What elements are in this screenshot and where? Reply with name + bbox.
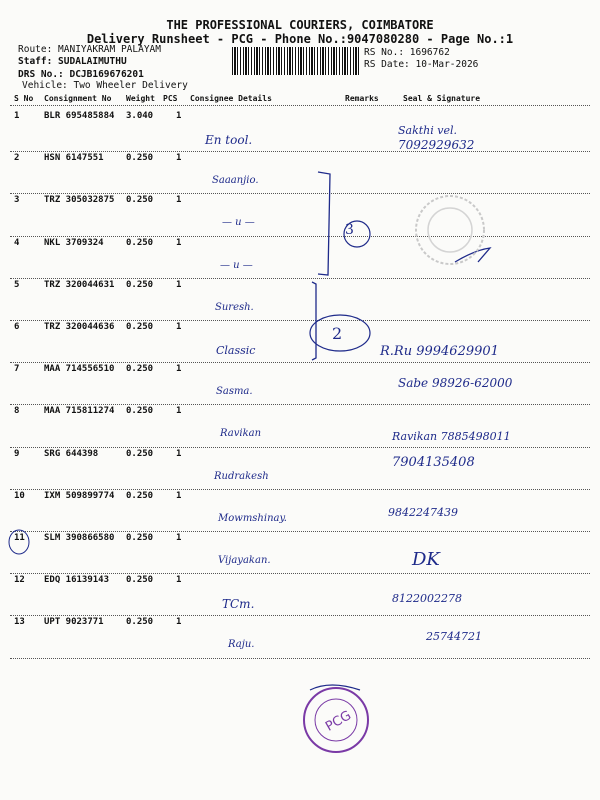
- handwritten-consignee: Raju.: [228, 639, 255, 651]
- row-weight: 0.250: [126, 533, 154, 543]
- bracket-count-2: 2: [332, 324, 343, 343]
- pcg-stamp-text: PCG: [323, 708, 354, 735]
- row-consignment: TRZ 305032875: [44, 195, 115, 206]
- circle-count-2: [310, 315, 370, 351]
- handwritten-signature: Ravikan 7885498011: [392, 430, 511, 443]
- row-weight: 0.250: [126, 153, 154, 164]
- row-weight: 0.250: [126, 406, 154, 417]
- row-sno: 9: [14, 448, 20, 459]
- runsheet-subtitle: Delivery Runsheet - PCG - Phone No.:9047080280 - Page No.:1: [86, 32, 514, 46]
- row-pcs: 1: [176, 279, 182, 290]
- row-consignment: NKL 3709324: [44, 237, 104, 248]
- row-sno: 4: [14, 237, 20, 248]
- handwritten-signature: 25744721: [426, 630, 482, 643]
- handwritten-signature: 7092929632: [398, 138, 475, 152]
- handwritten-signature: DK: [412, 549, 440, 570]
- route-text: Route: MANIYAKRAM PALAYAM: [18, 44, 161, 55]
- handwritten-consignee: Classic: [216, 344, 256, 357]
- row-weight: 0.250: [126, 617, 154, 628]
- row-consignment: HSN 6147551: [44, 153, 104, 164]
- row-sno: 8: [14, 406, 20, 417]
- row-weight: 0.250: [126, 279, 154, 290]
- row-consignment: TRZ 320044631: [44, 279, 115, 290]
- row-pcs: 1: [176, 448, 182, 459]
- row-consignment: SLM 390866580: [44, 533, 115, 543]
- vehicle-text: Vehicle: Two Wheeler Delivery: [22, 80, 188, 91]
- col-sno: S No: [14, 94, 34, 103]
- row-pcs: 1: [176, 575, 182, 586]
- handwritten-signature: 7904135408: [392, 455, 475, 470]
- handwritten-consignee: TCm.: [222, 597, 255, 612]
- handwritten-consignee: Saaanjio.: [212, 175, 259, 187]
- handwritten-signature: Sabe 98926-62000: [398, 376, 513, 390]
- row-weight: 0.250: [126, 322, 154, 332]
- row-pcs: 1: [176, 490, 182, 501]
- handwritten-consignee: — u —: [222, 217, 255, 229]
- row-sno: 13: [14, 617, 25, 628]
- drs-number: DRS No.: DCJB169676201: [18, 69, 144, 80]
- handwritten-consignee: Suresh.: [215, 301, 254, 313]
- row-consignment: TRZ 320044636: [44, 322, 115, 332]
- row-weight: 3.040: [126, 111, 154, 121]
- row-consignment: SRG 644398: [44, 448, 99, 459]
- col-weight: Weight: [126, 94, 155, 103]
- row-weight: 0.250: [126, 448, 154, 459]
- row-sno: 3: [14, 195, 20, 206]
- row-sno: 11: [14, 533, 25, 543]
- faint-seal-stamp: [416, 196, 484, 264]
- company-title: THE PROFESSIONAL COURIERS, COIMBATORE: [166, 18, 434, 32]
- row-sno: 10: [14, 490, 25, 501]
- row-consignment: BLR 695485884: [44, 111, 115, 121]
- row-pcs: 1: [176, 195, 182, 206]
- handwritten-consignee: Mowmshinay.: [218, 512, 287, 524]
- row-consignment: IXM 509899774: [44, 490, 115, 501]
- row-pcs: 1: [176, 533, 182, 543]
- row-pcs: 1: [176, 406, 182, 417]
- row-pcs: 1: [176, 237, 182, 248]
- handwritten-signature: R.Ru 9994629901: [380, 344, 499, 359]
- col-seal: Seal & Signature: [403, 94, 481, 103]
- row-weight: 0.250: [126, 364, 154, 375]
- row-consignment: MAA 715811274: [44, 406, 115, 417]
- handwritten-signature: Sakthi vel.: [398, 124, 458, 137]
- circle-count-3: [344, 221, 370, 247]
- handwritten-consignee: Rudrakesh: [214, 470, 269, 482]
- row-pcs: 1: [176, 322, 182, 332]
- bracket-rows-2-4: [318, 172, 330, 275]
- row-consignment: MAA 714556510: [44, 364, 115, 375]
- row-sno: 5: [14, 279, 20, 290]
- col-pcs: PCS: [163, 94, 178, 103]
- col-remarks: Remarks: [345, 94, 379, 103]
- circle-row-11: [9, 530, 29, 554]
- rs-date: RS Date: 10-Mar-2026: [364, 59, 479, 70]
- row-consignment: UPT 9023771: [44, 617, 104, 628]
- handwritten-consignee: Vijayakan.: [218, 555, 271, 566]
- row-consignment: EDQ 16139143: [44, 575, 110, 586]
- faint-seal-inner: [428, 208, 472, 252]
- row-pcs: 1: [176, 111, 182, 121]
- col-consignee: Consignee Details: [190, 94, 272, 103]
- handwritten-consignee: — u —: [220, 259, 253, 271]
- row-weight: 0.250: [126, 490, 154, 501]
- row-pcs: 1: [176, 617, 182, 628]
- row-sno: 2: [14, 153, 20, 164]
- handwritten-consignee: En tool.: [205, 133, 253, 147]
- handwritten-consignee: Sasma.: [216, 386, 253, 398]
- handwritten-signature: 9842247439: [388, 506, 458, 519]
- bracket-rows-5-6: [312, 282, 316, 360]
- rs-number: RS No.: 1696762: [364, 47, 450, 58]
- bracket-count-3: 3: [345, 222, 354, 238]
- row-sno: 1: [14, 111, 20, 121]
- row-sno: 7: [14, 364, 20, 375]
- row-weight: 0.250: [126, 195, 154, 206]
- handwritten-signature: 8122002278: [392, 592, 462, 605]
- row-pcs: 1: [176, 364, 182, 375]
- row-pcs: 1: [176, 153, 182, 164]
- row-weight: 0.250: [126, 575, 154, 586]
- col-consignment: Consignment No: [44, 94, 112, 103]
- staff-text: Staff: SUDALAIMUTHU: [18, 56, 127, 67]
- row-sno: 6: [14, 322, 20, 332]
- handwritten-consignee: Ravikan: [220, 428, 262, 440]
- row-weight: 0.250: [126, 237, 154, 248]
- row-sno: 12: [14, 575, 25, 586]
